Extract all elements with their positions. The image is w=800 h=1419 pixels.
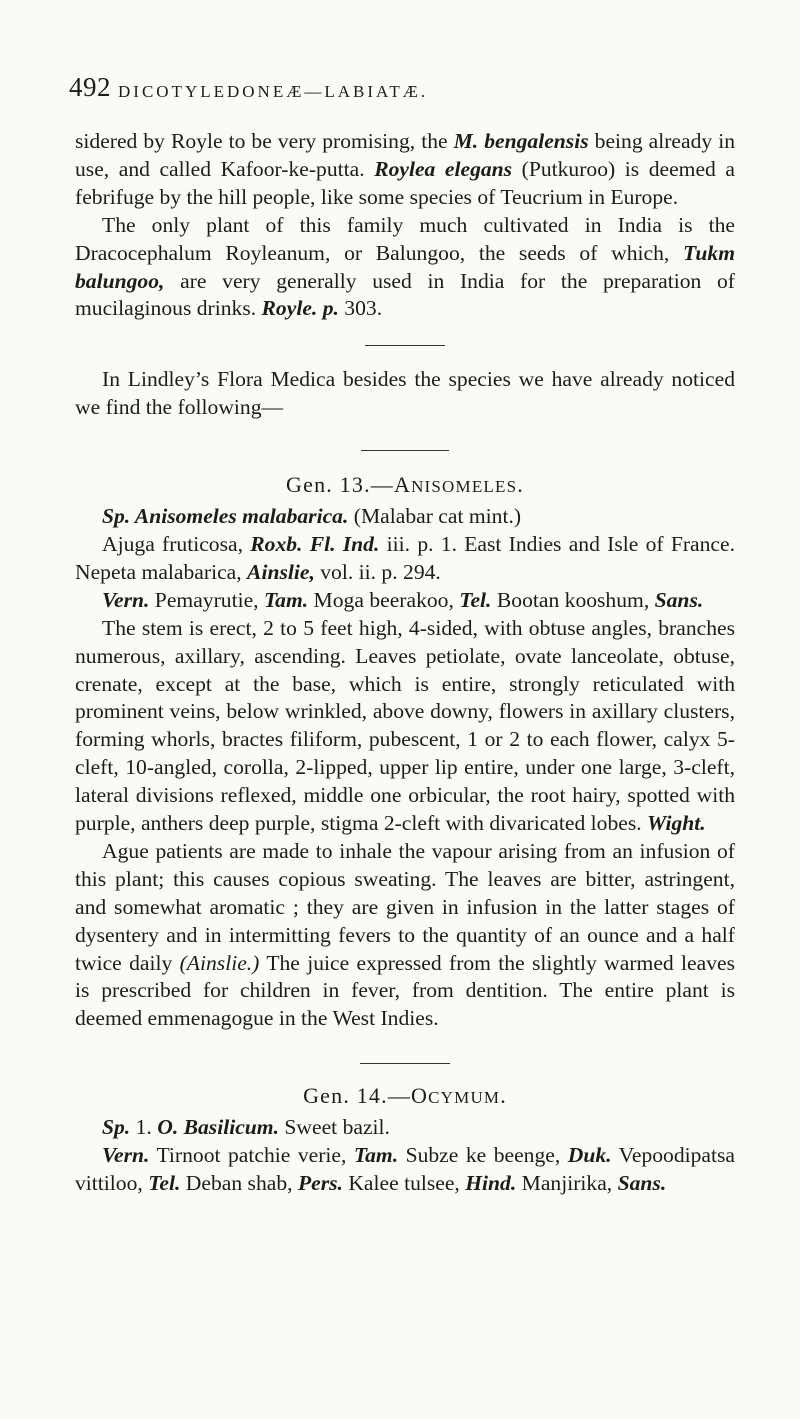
text-run: The stem is erect, 2 to 5 feet high, 4-sided, with obtuse angles, branches numerous, axillary, ascending. Leaves petiolate, ovate lanceolate, obtuse, crenate, except at the base, which is entire, strongly reticulated with prominent veins, below wrinkled, above downy, flowers in axillary clusters, forming whorls, bractes filiform, pubescent, 1 or 2 to each flower, calyx 5-cleft, 10-angled, corolla, 2-lipped, upper lip entire, under one large, 3-cleft, lateral divisions reflexed, middle one orbicular, the root hairy, spotted with purple, anthers deep purple, stigma 2-cleft with divaricated lobes. [75,615,735,836]
text-run: are very generally used in India for the preparation of mucilaginous drinks. [75,268,735,321]
text-run: Pemayrutie, [149,587,264,612]
paragraph [75,212,735,324]
text-run: Bootan kooshum, [491,587,655,612]
emphasis-bold-italic: Tel. [148,1171,181,1195]
species-line [75,1114,735,1142]
synonyms [75,531,735,587]
emphasis-bold-italic: Roylea elegans [374,156,513,181]
emphasis-bold-italic: Tam. [353,1143,399,1168]
genus-period: . [500,1083,507,1109]
genus-period: . [517,472,524,498]
emphasis-bold-italic: Wight. [647,811,706,836]
emphasis-bold-italic: Hind. [465,1171,517,1195]
emphasis-bold-italic: Ainslie, [247,559,315,584]
emphasis-bold-italic: Sans. [617,1171,667,1195]
page-header [69,72,735,108]
text-run: Moga beerakoo, [308,587,460,612]
text-run: In Lindley’s Flora Medica besides the species we have already noticed we find the following— [75,367,735,420]
emphasis-bold-italic: Vern. [102,587,150,612]
emphasis-bold-italic: Tukm balungoo, [75,240,735,293]
text-run: Sweet bazil. [279,1115,390,1140]
text-run: being already in use, and called Kafoor-ke-putta. [75,129,735,181]
emphasis-bold-italic: Sp. [102,1115,131,1140]
medical-uses [75,838,735,1033]
emphasis-bold-italic: Sp. Anisomeles malabarica. [102,504,349,529]
vernacular-names [75,587,735,615]
text-run: vol. ii. p. 294. [314,559,441,584]
text-run: 303. [338,296,383,321]
emphasis-bold-italic: Pers. [297,1171,343,1195]
genus-number: Gen. 14.— [303,1083,412,1109]
emphasis-bold-italic: Tel. [459,587,492,612]
text-run: sidered by Royle to be very promising, the [75,129,454,153]
text-run: iii. p. 1. East Indies and Isle of France. Nepeta malabarica, [75,531,735,584]
text-run: The only plant of this family much cultivated in India is the Dracocephalum Royleanum, or Balungoo, the seeds of which, [75,212,735,265]
page-body [75,128,735,1198]
section-divider [365,345,445,346]
emphasis-bold-italic: Royle. p. [261,296,339,321]
page-number: 492 [69,72,111,102]
text-run: The juice expressed from the slightly warmed leaves is prescribed for children in fever, from dentition. The entire plant is deemed emmenagogue in the West Indies. [75,950,735,1031]
text-run: Ague patients are made to inhale the vapour arising from an infusion of this plant; this causes copious sweating. The leaves are bitter, astringent, and somewhat aromatic ; they are given in infusion in the latter stages of dysentery and in intermitting fevers to the quantity of an ounce and a half twice daily [75,838,735,975]
text-run: Vepoodipatsa vittiloo, [75,1143,735,1195]
emphasis-bold-italic: Sans. [654,587,704,612]
emphasis-bold-italic: Roxb. Fl. Ind. [250,531,380,556]
emphasis-bold-italic: O. Basilicum. [157,1115,279,1140]
species-line [75,503,735,531]
text-run: Ajuga fruticosa, [102,531,251,556]
section-divider [361,450,449,451]
paragraph [75,128,735,212]
text-run: 1. [130,1115,158,1140]
genus-heading [75,471,735,501]
text-run: Manjirika, [516,1171,618,1195]
emphasis-italic: (Ainslie.) [179,950,260,975]
genus-initial: O [411,1083,429,1109]
text-run: Tirnoot patchie verie, [149,1143,354,1168]
genus-name: CYMUM [428,1088,501,1108]
genus-initial: A [393,472,412,498]
paragraph [75,366,735,422]
emphasis-bold-italic: Tam. [263,587,309,612]
genus-number: Gen. 13.— [286,472,394,498]
text-run: (Malabar cat mint.) [348,504,522,529]
running-title: DICOTYLEDONEÆ—LABIATÆ. [118,82,429,101]
emphasis-bold-italic: Vern. [102,1143,150,1168]
text-run: Kalee tulsee, [342,1171,466,1195]
text-run: Subze ke beenge, [398,1143,568,1168]
text-run: (Putkuroo) is deemed a febrifuge by the hill people, like some species of Teucrium in Europe. [75,156,735,209]
section-divider [360,1063,450,1064]
text-run: Deban shab, [180,1171,298,1195]
emphasis-bold-italic: M. bengalensis [453,129,589,153]
genus-heading [75,1082,735,1112]
vernacular-names [75,1142,735,1198]
genus-name: NISOMELES [411,477,518,497]
description [75,615,735,838]
emphasis-bold-italic: Duk. [567,1143,612,1168]
